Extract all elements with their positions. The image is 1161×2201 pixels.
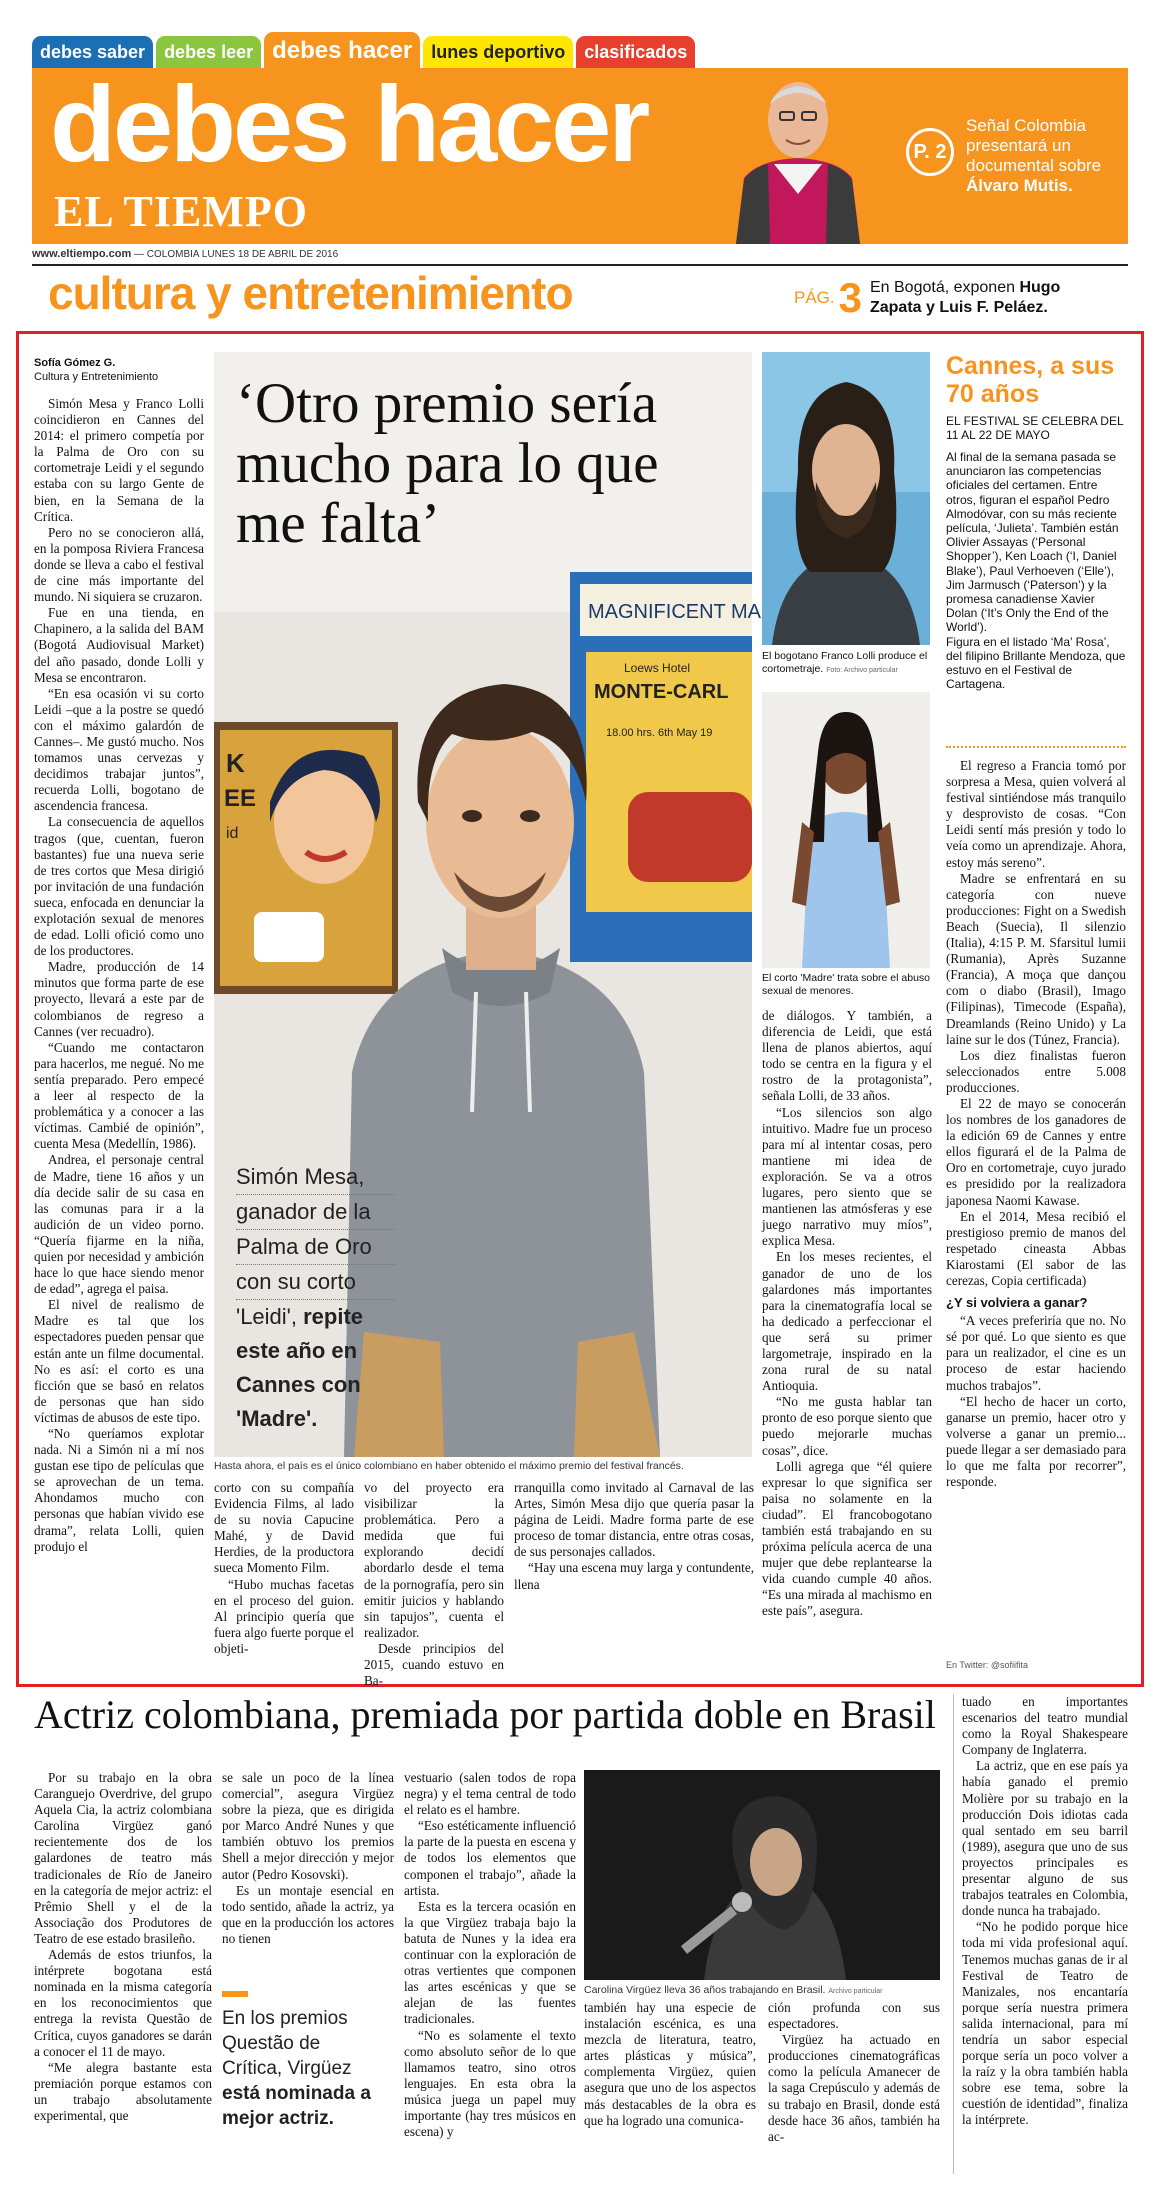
paragraph: rranquilla como invitado al Carnaval de las Artes, Simón Mesa dijo que quería pasar la página de Leidi. Madre forma parte de ese proceso de tomar distancia, entre otras cosas, de sus personajes callados.: [514, 1480, 754, 1560]
pull-quote-accent: [222, 1991, 248, 1997]
paragraph: Pero no se conocieron allá, en la pomposa Riviera Francesa donde se lleva a cabo el festival de cine más importante del mundo. Ni siquiera se cruzaron.: [34, 524, 204, 605]
franco-lolli-photo: [762, 352, 930, 645]
paragraph: En los meses recientes, el ganador de uno de los galardones más importantes para la cinematografía local se ha dedicado a perfeccionar el que será su primer largometraje, inspirado en la zona rural de su natal Antioquia.: [762, 1249, 932, 1394]
paragraph: Además de estos triunfos, la intérprete bogotana está nominada en la misma categoría en los reconocimientos que entrega la revista Questão de Crítica, cuyos ganadores se darán a conocer el 11 de mayo.: [34, 1947, 212, 2059]
paragraph: Madre, producción de 14 minutos que forma parte de ese proyecto, llevará a este par de colombianos de regreso a Cannes (ver recuadro).: [34, 959, 204, 1039]
pull-quote-line: Palma de Oro: [236, 1230, 396, 1265]
art2-col-1: [34, 1770, 212, 2180]
art2-col-5: [768, 2000, 940, 2180]
main-col-1: [34, 396, 204, 1680]
edition-date: — COLOMBIA LUNES 18 DE ABRIL DE 2016: [131, 249, 339, 260]
column-divider: [953, 1694, 954, 2174]
paragraph: Esta es la tercera ocasión en la que Virgüez trabaja bajo la batuta de Nunes y la idea era continuar con la exploración de otras vertientes que componen las artes escénicas y que se alejan de las fuentes tradicionales.: [404, 1898, 576, 2027]
svg-text:K: K: [226, 748, 245, 778]
paragraph: ción profunda con sus espectadores.: [768, 2000, 940, 2032]
paragraph: se sale un poco de la línea comercial”, asegura Virgüez sobre la pieza, que es dirigida por Marco André Nunes y que también obtuvo los premios Shell a mejor dirección y mejor autor (Pedro Kosovski).: [222, 1770, 394, 1882]
paragraph: corto con su compañía Evidencia Films, al lado de su novia Capucine Mahé, y de David Herdies, de la productora sueca Momento Film.: [214, 1480, 354, 1576]
paragraph: El regreso a Francia tomó por sorpresa a Mesa, quien volverá al festival sintiéndose más tranquilo y desprovisto de cosas. “Con Leidi sentí más presión y todo lo veía como un aprendizaje. Ahora, estoy más sereno”.: [946, 758, 1126, 870]
pull-quote-line: Simón Mesa,: [236, 1160, 396, 1195]
paragraph: Madre se enfrentará en su categoría con nueve producciones: Fight on a Swedish Beach (Suecia), Il silenzio (Italia), 4:15 P. M. Sfarsitul lumii (Rumania), Après Suzanne (Francia), A moça que dançou com o diabo (Brasil), Imago (Filipinas), Timecode (España), Dreamlands (Reino Unido) y La laine sur le dos (Túnez, Francia).: [946, 870, 1126, 1047]
paragraph: La consecuencia de aquellos tragos (que, cuentan, fueron bastantes) fue una nueva serie de tres cortos que Mesa dirigió por invitación de una fundación sueca, enfocada en denunciar la explotación sexual de menores de edad. Lolli ofició como uno de los productores.: [34, 814, 204, 959]
author-twitter[interactable]: En Twitter: @sofiifita: [946, 1660, 1028, 1670]
paragraph: Lolli agrega que “él quiere expresar lo que significa ser paisa no solamente en la ciudad”. El francobogotano también está trabajando en su próxima película acerca de una mujer que debe replantearse la vida cuando cumple 40 años. “Es una mirada al machismo en este país”, asegura.: [762, 1458, 932, 1619]
masthead-title: debes hacer: [50, 63, 648, 184]
site-url[interactable]: www.eltiempo.com: [32, 248, 132, 260]
paragraph: Es un montaje esencial en todo sentido, añade la actriz, ya que en la producción los actores no tienen: [222, 1882, 394, 1946]
author-section: Cultura y Entretenimiento: [34, 371, 159, 383]
tab-debes-leer[interactable]: debes leer: [156, 36, 261, 68]
pull-quote-tail: 'Leidi', repite este año en Cannes con 'Madre'.: [236, 1304, 364, 1431]
pull-quote: [236, 1160, 396, 1436]
pag-teaser: En Bogotá, exponen Hugo Zapata y Luis F. Peláez.: [869, 279, 1061, 316]
pag-label: PÁG.: [794, 288, 835, 307]
madre-still-photo: [762, 692, 930, 968]
paragraph: Virgüez ha actuado en producciones cinematográficas como la película Amanecer de la saga Crepúsculo y además de su trabajo en Brasil, donde está desde hace 36 años, también ha ac-: [768, 2032, 940, 2144]
paragraph: vestuario (salen todos de ropa negra) y el tema central de todo el relato es el hambre.: [404, 1770, 576, 1818]
paragraph: “No he podido porque hice toda mi vida profesional aquí. Tenemos muchas ganas de ir al Festival de Teatro de Manizales, nos encantaría porque sería nuestra primera salida internacional, para mí tendría un sabor especial porque sería un poco volver a la raíz y la obra también habla sobre ese tema, sobre la cuestión de identidad”, finaliza la intérprete.: [962, 1919, 1128, 2128]
paragraph: “No me gusta hablar tan pronto de eso porque siento que puedo mejorarle muchas cosas”, dice.: [762, 1394, 932, 1458]
paragraph: Por su trabajo en la obra Caranguejo Overdrive, del grupo Aquela Cia, la actriz colombiana Carolina Virgüez ganó recientemente dos de los galardones de teatro más tradicionales de Río de Janeiro en la categoría de mejor actriz: el Prêmio Shell y el de la Associação dos Produtores de Teatro de ese estado brasileño.: [34, 1770, 212, 1946]
tab-clasificados[interactable]: clasificados: [576, 36, 695, 68]
paragraph: de diálogos. Y también, a diferencia de Leidi, que está llena de planos abiertos, aquí todo se centra en la figura y el rostro de la protagonista”, señala Lolli, de 33 años.: [762, 1008, 932, 1104]
photo-credit: Foto: Archivo particular: [826, 667, 898, 674]
photo-credit: Archivo particular: [828, 1988, 883, 1995]
main-headline: ‘Otro premio sería mucho para lo que me falta’: [236, 372, 659, 555]
paragraph: “Hubo muchas facetas en el proceso del guion. Al principio quería que fuera algo fuerte porque el objeti-: [214, 1576, 354, 1656]
paragraph: “Hay una escena muy larga y contundente, llena: [514, 1560, 754, 1592]
paragraph: La actriz, que en ese país ya había ganado el premio Molière por su trabajo en la producción Dois idiotas cada qual sentado em seu barril (1989), asegura que uno de sus proyectos principales es presentar alguno de sus trabajos teatrales en Colombia, donde nunca ha trabajado.: [962, 1758, 1128, 1919]
tab-debes-saber[interactable]: debes saber: [32, 36, 153, 68]
paragraph: “En esa ocasión vi su corto Leidi –que a la postre se quedó con el máximo galardón de Cannes–. Me gustó mucho. Nos tomamos unas cervezas y decidimos trabajar juntos”, recuerda Lolli, bogotano de ascendencia francesa.: [34, 685, 204, 814]
main-col-4: [514, 1480, 754, 1680]
page-reference[interactable]: [794, 274, 1100, 322]
paragraph: Desde principios del 2015, cuando estuvo en Ba-: [364, 1640, 504, 1689]
sidebar-paragraph: Figura en el listado ‘Ma’ Rosa’, del filipino Brillante Mendoza, que estuvo en el Festival de Cartagena.: [946, 634, 1126, 692]
art2-col-6: [962, 1694, 1128, 2180]
paragraph: El 22 de mayo se conocerán los nombres de los ganadores de la edición 69 de Cannes y entre ellos figurará el de la Palma de Oro en cortometraje, cuyo jurado es presidido por la realizadora japonesa Naomi Kawase.: [946, 1095, 1126, 1208]
subheading: ¿Y si volviera a ganar?: [946, 1295, 1088, 1311]
masthead-teaser[interactable]: [966, 116, 1126, 196]
svg-text:EE: EE: [224, 785, 257, 812]
masthead-banner: [32, 63, 1128, 244]
carolina-virguez-photo: [584, 1770, 940, 1980]
paragraph: Andrea, el personaje central de Madre, tiene 16 años y un día decide salir de su casa en las comunas para ir a la audición de un video porno. “Quería fijarme en la niña, quien por necesidad y ambición hace lo que hace siendo menor de edad”, agrega el paisa.: [34, 1152, 204, 1297]
sidebar-separator: [946, 746, 1126, 748]
article2-pull-quote: En los premios Questão de Crítica, Virgüez está nominada a mejor actriz.: [222, 2008, 371, 2129]
paragraph: Simón Mesa y Franco Lolli coincidieron en Cannes del 2014: el primero competía por la Palma de Oro con su cortometraje Leidi y el segundo estaba con su largo Gente de bien, en la Semana de la Crítica.: [34, 396, 204, 524]
pag-number: 3: [838, 274, 862, 321]
main-col-3: [364, 1480, 504, 1689]
paragraph: “Cuando me contactaron para hacerlos, me negué. No me sentía preparado. Pero empecé a leer al respecto de la problemática y a conocer a las víctimas. Cambié de opinión”, cuenta Mesa (Medellín, 1986).: [34, 1039, 204, 1152]
teaser-bold: Álvaro Mutis.: [966, 176, 1073, 195]
svg-text:18.00 hrs. 6th May 19: 18.00 hrs. 6th May 19: [606, 727, 713, 739]
paragraph: En el 2014, Mesa recibió el prestigioso premio de manos del respetado cineasta Abbas Kiarostami (El sabor de las cerezas, Copia certificada): [946, 1208, 1126, 1288]
author-name: Sofía Gómez G.: [34, 357, 116, 369]
paragraph: “A veces preferiría que no. No sé por qué. Lo que siento es que para un realizador, el cine es un proceso de estar haciendo muchos trabajos”.: [946, 1313, 1126, 1393]
paragraph: tuado en importantes escenarios del teatro mundial como la Royal Shakespeare Company de Inglaterra.: [962, 1694, 1128, 1758]
byline: [34, 356, 158, 384]
main-col-5: [762, 1008, 932, 1680]
section-title: cultura y entretenimiento: [48, 267, 573, 319]
page-badge[interactable]: P. 2: [906, 128, 954, 176]
paragraph: Los diez finalistas fueron seleccionados entre 5.008 producciones.: [946, 1047, 1126, 1095]
pull-quote-line: con su corto: [236, 1265, 396, 1300]
paragraph: “No queríamos explotar nada. Ni a Simón ni a mí nos gustan ese tipo de películas que se aprovechan de un tema. Ahondamos mucho con personas que habían vivido ese drama”, relata Lolli, quien produjo el: [34, 1426, 204, 1554]
main-photo-caption: Hasta ahora, el país es el único colombiano en haber obtenido el máximo premio del festival francés.: [214, 1460, 684, 1472]
sidebar-body: [946, 450, 1126, 691]
paragraph: Fue en una tienda, en Chapinero, a la salida del BAM (Bogotá Audiovisual Market) del año pasado, donde Lolli y Mesa se encontraron.: [34, 605, 204, 685]
sidebar-subtitle: EL FESTIVAL SE CELEBRA DEL 11 AL 22 DE MAYO: [946, 414, 1124, 442]
paragraph: El nivel de realismo de Madre es tal que los espectadores pueden pensar que están ante un filme documental. No es así: el corto es una ficción que se basó en relatos de personas que han sido víctimas de abusos de este tipo.: [34, 1297, 204, 1425]
dateline: [32, 248, 338, 260]
svg-text:MONTE-CARL: MONTE-CARL: [594, 681, 729, 703]
brand-logo: EL TIEMPO: [54, 187, 308, 236]
paragraph: “El hecho de hacer un corto, ganarse un premio, hacer otro y volverse a ganar un premio... puede llegar a ser demasiado para lo que me falta por recorrer”, responde.: [946, 1393, 1126, 1490]
teaser-text: Señal Colombia presentará un documental sobre: [966, 116, 1102, 175]
paragraph: “Me alegra bastante esta premiación porque estamos con un trabajo absolutamente experimental, que: [34, 2059, 212, 2123]
pull-quote-line: ganador de la: [236, 1195, 396, 1230]
sidebar-paragraph: Al final de la semana pasada se anunciaron las competencias oficiales del certamen. Entre otros, figuran el español Pedro Almodóvar, con su más reciente película, ‘Julieta’. También están Olivier Assayas (‘Personal Shopper’), Ken Loach (‘I, Daniel Blake’), Paul Verhoeven (‘Elle’), Jim Jarmusch (‘Paterson’) y la promesa canadiense Xavier Dolan (‘It’s Only the End of the World’).: [946, 450, 1119, 635]
art2-col-3: [404, 1770, 576, 2180]
article2-caption: Carolina Virgüez lleva 36 años trabajando en Brasil. Archivo particular: [584, 1984, 883, 1996]
paragraph: también hay una especie de instalación escénica, es una mezcla de literatura, teatro, artes plásticas y música”, complementa Virgüez, quien asegura que uno de los aspectos más destacables de la obra es que ha logrado una comunica-: [584, 2000, 756, 2128]
paragraph: “No es solamente el texto como absoluto señor de lo que llamamos teatro, sino otros lenguajes. En esta obra la música juega un papel muy importante (hay tres músicos en escena) y: [404, 2027, 576, 2140]
art2-col-2: [222, 1770, 394, 1980]
tab-lunes-deportivo[interactable]: lunes deportivo: [423, 36, 573, 68]
paragraph: “Eso estéticamente influenció la parte de la puesta en escena y de todos los elementos que componen el trabajo”, añade la artista.: [404, 1818, 576, 1898]
madre-caption: El corto 'Madre' trata sobre el abuso sexual de menores.: [762, 972, 931, 997]
lolli-caption: El bogotano Franco Lolli produce el cortometraje. Foto: Archivo particular: [762, 650, 928, 675]
main-col-2: [214, 1480, 354, 1680]
svg-text:Loews Hotel: Loews Hotel: [624, 661, 691, 675]
paragraph: vo del proyecto era visibilizar la problemática. Pero a medida que fui explorando decidí abordarlo desde el tema de la pornografía, pero sin emitir juicios y hablando sin tapujos”, cuenta el realizador.: [364, 1480, 504, 1640]
tab-debes-hacer[interactable]: debes hacer: [264, 32, 420, 68]
article2-headline: Actriz colombiana, premiada por partida doble en Brasil: [34, 1692, 936, 1737]
alvaro-mutis-photo: [718, 68, 878, 244]
main-col-6: [946, 758, 1126, 1656]
paragraph: “Los silencios son algo intuitivo. Madre fue un proceso para mí al intentar cosas, pero mantiene mi idea de exploración. Se va a otros lugares, pero siento que se mantienen las atmósferas y ese juego narrativo muy míos”, explica Mesa.: [762, 1104, 932, 1249]
art2-col-4: [584, 2000, 756, 2180]
sidebar-title: Cannes, a sus 70 años: [946, 352, 1115, 408]
svg-text:MAGNIFICENT MA: MAGNIFICENT MA: [588, 601, 761, 623]
svg-text:id: id: [226, 825, 239, 842]
